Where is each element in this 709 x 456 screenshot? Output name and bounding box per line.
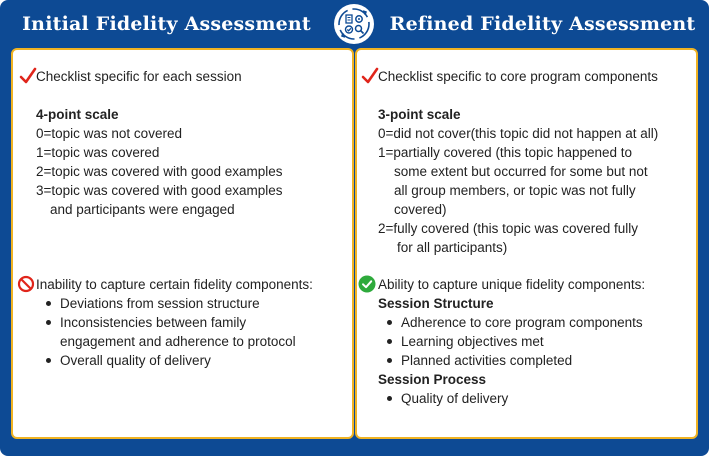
check-circle-icon — [358, 275, 376, 293]
right-checklist-text: Checklist specific to core program components — [378, 69, 658, 84]
left-checklist-text: Checklist specific for each session — [36, 69, 242, 84]
right-bullet-item: Learning objectives met — [401, 334, 544, 349]
left-bullet-item: Deviations from session structure — [60, 296, 260, 311]
left-scale-line: 0=topic was not covered — [36, 126, 182, 141]
right-scale-line: covered) — [394, 202, 447, 217]
right-scale-line: for all participants) — [397, 240, 508, 255]
initial-assessment-panel — [11, 48, 354, 439]
right-bullet-item: Adherence to core program components — [401, 315, 643, 330]
right-header-title: Refined Fidelity Assessment — [389, 13, 696, 35]
refined-assessment-panel — [355, 48, 698, 439]
left-bullet-item: Inconsistencies between family — [60, 315, 247, 330]
checkmark-icon — [361, 67, 379, 85]
left-bullet-continuation: engagement and adherence to protocol — [60, 334, 296, 349]
left-header-title: Initial Fidelity Assessment — [22, 13, 311, 35]
right-ability-text: Ability to capture unique fidelity components: — [378, 277, 646, 292]
left-scale-title: 4-point scale — [36, 107, 119, 122]
right-scale-line: 0=did not cover(this topic did not happen at all) — [378, 126, 659, 141]
checkmark-icon — [19, 67, 37, 85]
session-process-title: Session Process — [378, 372, 487, 387]
session-structure-title: Session Structure — [378, 296, 494, 311]
right-scale-line: 2=fully covered (this topic was covered fully — [378, 221, 638, 236]
right-scale-line: all group members, or topic was not fully — [394, 183, 636, 198]
right-scale-line: 1=partially covered (this topic happened to — [378, 145, 633, 160]
right-scale-title: 3-point scale — [378, 107, 461, 122]
left-scale-line: and participants were engaged — [50, 202, 235, 217]
right-scale-line: some extent but occurred for some but not — [394, 164, 648, 179]
left-scale-line: 3=topic was covered with good examples — [36, 183, 283, 198]
right-bullet-item: Quality of delivery — [401, 391, 509, 406]
left-scale-line: 2=topic was covered with good examples — [36, 164, 283, 179]
right-bullet-item: Planned activities completed — [401, 353, 573, 368]
left-limitation-text: Inability to capture certain fidelity components: — [36, 277, 313, 292]
prohibited-icon — [17, 275, 35, 293]
process-cycle-icon — [333, 3, 375, 45]
left-bullet-item: Overall quality of delivery — [60, 353, 211, 368]
left-scale-line: 1=topic was covered — [36, 145, 160, 160]
